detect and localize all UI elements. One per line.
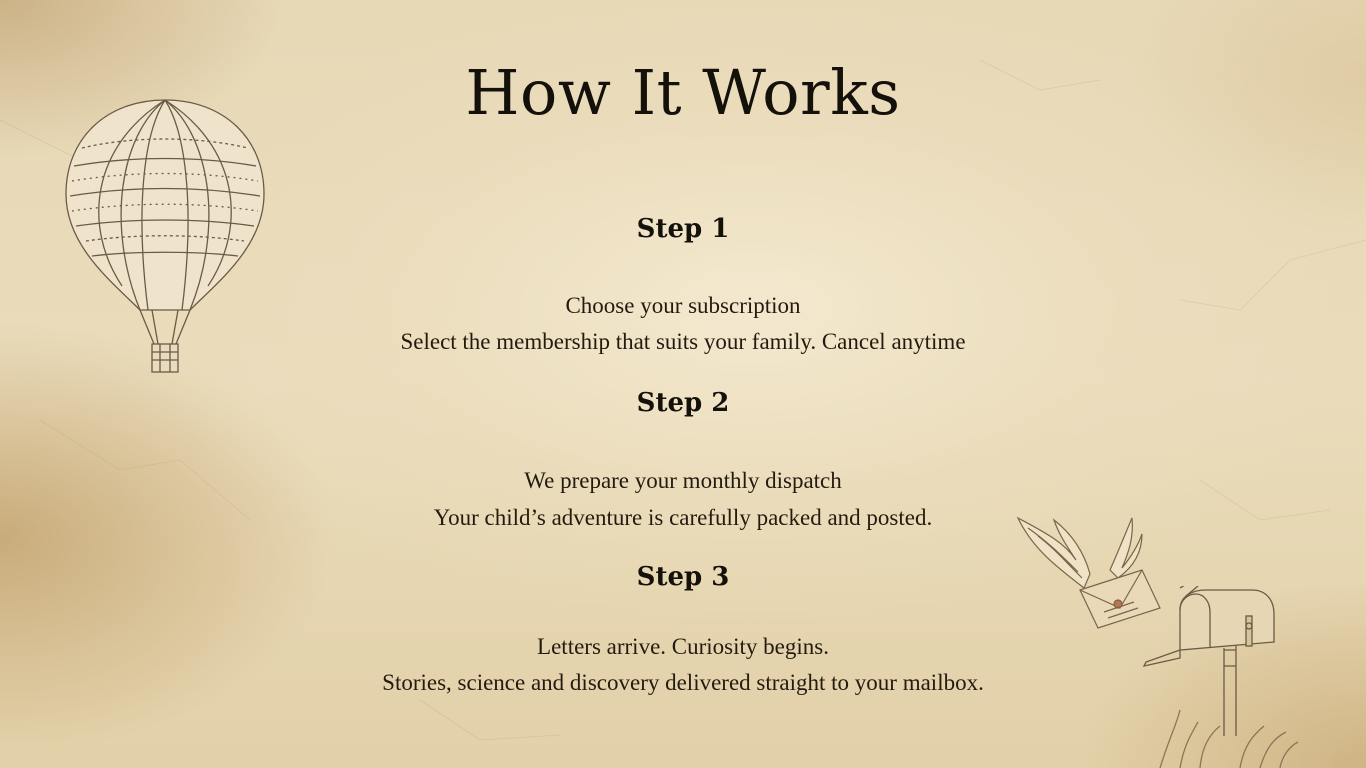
step-subtitle: Choose your subscription	[565, 293, 801, 318]
step-heading: Step 3	[636, 562, 730, 592]
step-description: Your child’s adventure is carefully packed and posted.	[433, 505, 933, 530]
mailbox-icon	[1140, 586, 1300, 768]
step-subtitle: Letters arrive. Curiosity begins.	[537, 634, 829, 659]
step-heading: Step 1	[636, 214, 730, 244]
step-description: Stories, science and discovery delivered straight to your mailbox.	[382, 670, 984, 695]
step-subtitle: We prepare your monthly dispatch	[524, 468, 842, 493]
hot-air-balloon-icon	[62, 96, 268, 378]
step-description: Select the membership that suits your family. Cancel anytime	[400, 329, 966, 354]
page-title: How It Works	[465, 56, 901, 129]
step-heading: Step 2	[636, 388, 730, 418]
